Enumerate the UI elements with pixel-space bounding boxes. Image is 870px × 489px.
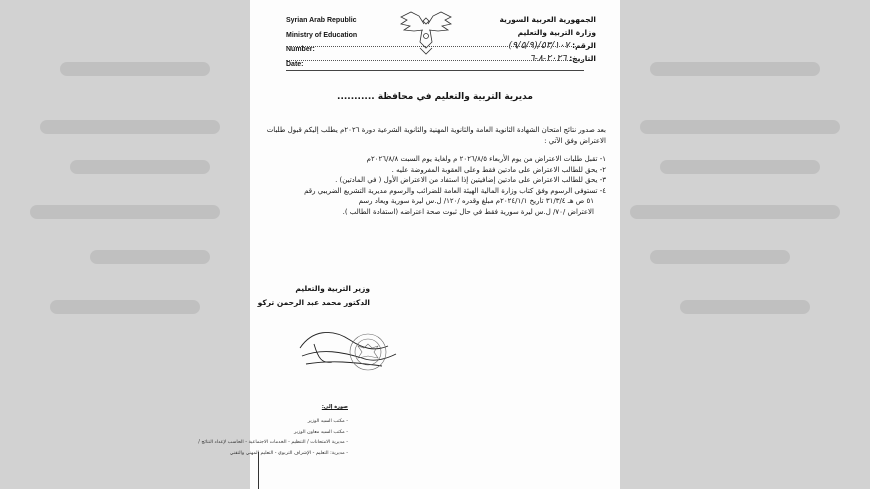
copies-heading: صورة إلى: — [321, 404, 348, 410]
header-divider — [286, 70, 584, 71]
list-item: ٣- يحق للطالب الاعتراض على مادتين إضافيتين إذا استفاد من الاعتراض الأول ( في المادتين) . — [335, 176, 606, 184]
blurred-text-band — [40, 120, 220, 134]
date-value: ٢٠٢٦-٨-٦ — [529, 53, 567, 64]
list-item: ١- تقبل طلبات الاعتراض من يوم الأربعاء ٢٠٢٦/٨/٥ م ولغاية يوم السبت ٢٠٢٦/٨/٨م — [366, 155, 606, 163]
date-row — [500, 52, 597, 65]
blurred-text-band — [630, 205, 840, 219]
country-name-en: Syrian Arab Republic — [286, 17, 357, 24]
blurred-text-band — [660, 160, 820, 174]
blurred-text-band — [680, 300, 810, 314]
number-dotted-line — [286, 46, 584, 47]
header-english — [286, 14, 357, 72]
list-item-continuation: الاعتراض /٧٠/ ل.س ليرة سورية فقط في حال ثبوت صحة اعتراضه (استفادة الطالب ). — [342, 207, 594, 216]
signatory-title: وزير التربية والتعليم — [295, 284, 370, 293]
list-item: ٢- يحق للطالب الاعتراض على مادتين فقط وعلى العقوبة المفروضة عليه . — [391, 165, 606, 174]
letter-title: مديرية التربية والتعليم في محافظة ........... — [337, 92, 533, 102]
signatory-name: الدكتور محمد عبد الرحمن تركو — [257, 298, 370, 307]
list-item: - مكتب السيد الوزير — [307, 419, 348, 424]
blurred-text-band — [50, 300, 200, 314]
list-item: ٤- تستوفى الرسوم وفق كتاب وزارة المالية الهيئة العامة للضرائب والرسوم مديرية التشريع الضريبي رقم — [304, 186, 606, 195]
blurred-background-right — [620, 0, 870, 489]
blurred-background-left — [0, 0, 250, 489]
list-item: - مديرية: التعليم - الإشراف التربوي - التعليم المهني والتقني — [229, 450, 348, 456]
copies-list — [198, 417, 348, 459]
ministry-name-en: Ministry of Education — [286, 31, 358, 39]
ministry-name-ar: وزارة التربية والتعليم — [517, 28, 596, 37]
list-item: - مديرية الامتحانات / التنظيم - الخدمات الاجتماعية - الحاسب لإعداد النتائج / — [198, 440, 348, 445]
document-page — [198, 0, 620, 489]
country-name-ar: الجمهورية العربية السورية — [499, 15, 596, 24]
blurred-text-band — [640, 120, 840, 134]
blurred-text-band — [30, 205, 220, 219]
number-label-en: Number: — [286, 46, 315, 53]
blurred-text-band — [70, 160, 210, 174]
blurred-text-band — [60, 62, 210, 76]
list-item: - مكتب السيد معاون الوزير — [293, 429, 348, 435]
letter-items — [264, 154, 606, 217]
eagle-emblem-icon — [396, 8, 456, 56]
date-label-en: Date: — [286, 60, 304, 68]
header-arabic — [500, 13, 597, 65]
letter-intro: بعد صدور نتائج امتحان الشهادة الثانوية العامة والثانوية المهنية والثانوية الشرعية دورة ٢٠٢٦م يطلب إليكم قبول طلبات الاعتراض وفق الآتي : — [266, 126, 606, 145]
signature-and-stamp-icon — [292, 318, 412, 382]
margin-line — [258, 452, 259, 489]
blurred-text-band — [650, 62, 820, 76]
date-label-ar: التاريخ: — [569, 54, 596, 63]
blurred-text-band — [90, 250, 210, 264]
date-dotted-line — [286, 60, 584, 61]
number-label-ar: الرقم: — [572, 41, 596, 50]
reference-number-value: ٥٣/١٠٧/(٩/٥/٩) — [508, 40, 570, 51]
blurred-text-band — [650, 250, 790, 264]
list-item-continuation: ٥١ ص هـ ٣١/٣/٤ تاريخ ٢٠٢٤/١/١م مبلغ وقدره /١٢٠/ ل.س ليرة سورية ويعاد رسم — [358, 197, 594, 205]
